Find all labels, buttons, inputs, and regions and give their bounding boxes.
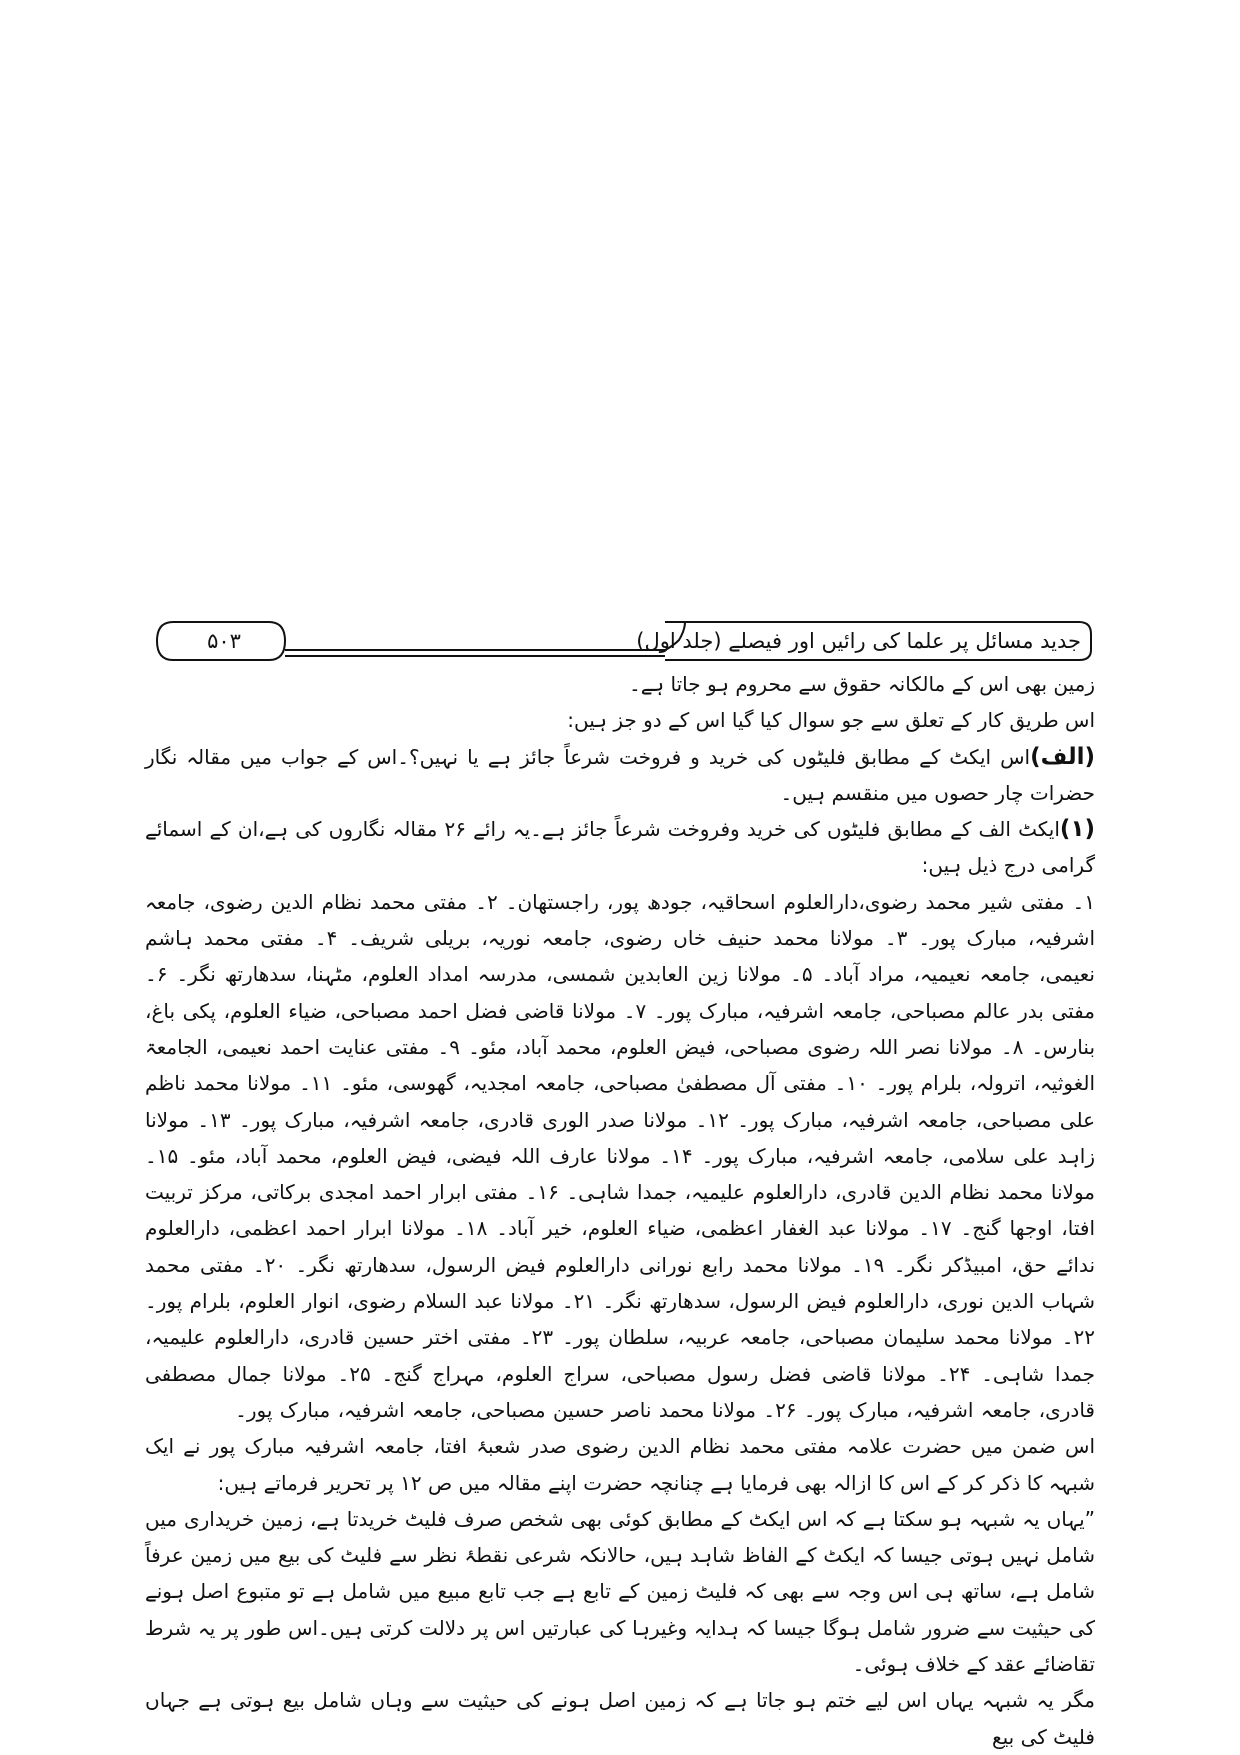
quoted-paragraph: ”یہاں یہ شبہہ ہو سکتا ہے کہ اس ایکٹ کے مطابق کوئی بھی شخص صرف فلیٹ خریدتا ہے، زمین خریداری میں شامل نہیں ہوتی جیسا کہ ایکٹ کے الفاظ شاہد ہیں، حالانکہ شرعی نقطۂ نظر سے فلیٹ کی بیع میں زمین عرفاً شامل ہے، ساتھ ہی اس وجہ سے بھی کہ فلیٹ زمین کے تابع ہے جب تابع مبیع میں شامل ہے تو متبوع اصل ہونے کی حیثیت سے ضرور شامل ہوگا جیسا کہ ہدایہ وغیرہا کی عبارتیں اس پر دلالت کرتی ہیں۔اس طور پر یہ شرط تقاضائے عقد کے خلاف ہوئی۔ [145,1506,1095,1677]
page-header [145,616,1095,666]
paragraph-8: مگر یہ شبہہ یہاں اس لیے ختم ہو جاتا ہے کہ زمین اصل ہونے کی حیثیت سے وہاں شامل بیع ہوتی ہے جہاں فلیٹ کی بیع [145,1688,1095,1749]
book-title: جدید مسائل پر علما کی رائیں اور فیصلے (جلد اول) [636,629,1081,653]
page-body [145,666,1095,1755]
page-number: ۵۰۳ [207,629,241,653]
paragraph-1: زمین بھی اس کے مالکانہ حقوق سے محروم ہو جاتا ہے۔ [628,672,1095,696]
paragraph-4 [145,811,1095,884]
section-marker-1: (۱) [1059,816,1095,843]
paragraph-6: اس ضمن میں حضرت علامہ مفتی محمد نظام الدین رضوی صدر شعبۂ افتا، جامعہ اشرفیہ مبارک پور نے ایک شبہہ کا ذکر کر کے اس کا ازالہ بھی فرمایا ہے چنانچہ حضرت اپنے مقالہ میں ص ۱۲ پر تحریر فرماتے ہیں: [145,1434,1095,1495]
paragraph-2: اس طریق کار کے تعلق سے جو سوال کیا گیا اس کے دو جز ہیں: [567,708,1095,733]
section-marker-alif: (الف) [1030,743,1095,770]
paragraph-4-text: ایکٹ الف کے مطابق فلیٹوں کی خرید وفروخت شرعاً جائز ہے۔یہ رائے ۲۶ مقالہ نگاروں کی ہے،ان کے اسمائے گرامی درج ذیل ہیں: [145,817,1095,878]
paragraph-3 [145,739,1095,812]
paragraph-3-text: اس ایکٹ کے مطابق فلیٹوں کی خرید و فروخت شرعاً جائز ہے یا نہیں؟۔اس کے جواب میں مقالہ نگار حضرات چار حصوں میں منقسم ہیں۔ [145,744,1095,805]
scholars-list: ۱۔ مفتی شیر محمد رضوی،دارالعلوم اسحاقیہ، جودھ پور، راجستھان۔ ۲۔ مفتی محمد نظام الدین رضوی، جامعہ اشرفیہ، مبارک پور۔ ۳۔ مولانا محمد حنیف خاں رضوی، جامعہ نوریہ، بریلی شریف۔ ۴۔ مفتی محمد ہاشم نعیمی، جامعہ نعیمیہ، مراد آباد۔ ۵۔ مولانا زین العابدین شمسی، مدرسہ امداد العلوم، مٹہنا، سدھارتھ نگر۔ ۶۔ مفتی بدر عالم مصباحی، جامعہ اشرفیہ، مبارک پور۔ ۷۔ مولانا قاضی فضل احمد مصباحی، ضیاء العلوم، پکی باغ، بنارس۔ ۸۔ مولانا نصر اللہ رضوی مصباحی، فیض العلوم، محمد آباد، مئو۔ ۹۔ مفتی عنایت احمد نعیمی، الجامعۃ الغوثیہ، اترولہ، بلرام پور۔ ۱۰۔ مفتی آل مصطفیٰ مصباحی، جامعہ امجدیہ، گھوسی، مئو۔ ۱۱۔ مولانا محمد ناظم علی مصباحی، جامعہ اشرفیہ، مبارک پور۔ ۱۲۔ مولانا صدر الوری قادری، جامعہ اشرفیہ، مبارک پور۔ ۱۳۔ مولانا زاہد علی سلامی، جامعہ اشرفیہ، مبارک پور۔ ۱۴۔ مولانا عارف اللہ فیضی، فیض العلوم، محمد آباد، مئو۔ ۱۵۔ مولانا محمد نظام الدین قادری، دارالعلوم علیمیہ، جمدا شاہی۔ ۱۶۔ مفتی ابرار احمد امجدی برکاتی، مرکز تربیت افتا، اوجھا گنج۔ ۱۷۔ مولانا عبد الغفار اعظمی، ضیاء العلوم، خیر آباد۔ ۱۸۔ مولانا ابرار احمد اعظمی، دارالعلوم ندائے حق، امبیڈکر نگر۔ ۱۹۔ مولانا محمد رابع نورانی دارالعلوم فیض الرسول، سدھارتھ نگر۔ ۲۰۔ مفتی محمد شہاب الدین نوری، دارالعلوم فیض الرسول، سدھارتھ نگر۔ ۲۱۔ مولانا عبد السلام رضوی، انوار العلوم، بلرام پور۔ ۲۲۔ مولانا محمد سلیمان مصباحی، جامعہ عربیہ، سلطان پور۔ ۲۳۔ مفتی اختر حسین قادری، دارالعلوم علیمیہ، جمدا شاہی۔ ۲۴۔ مولانا قاضی فضل رسول مصباحی، سراج العلوم، مہراج گنج۔ ۲۵۔ مولانا جمال مصطفی قادری، جامعہ اشرفیہ، مبارک پور۔ ۲۶۔ مولانا محمد ناصر حسین مصباحی، جامعہ اشرفیہ، مبارک پور۔ [145,889,1096,1422]
